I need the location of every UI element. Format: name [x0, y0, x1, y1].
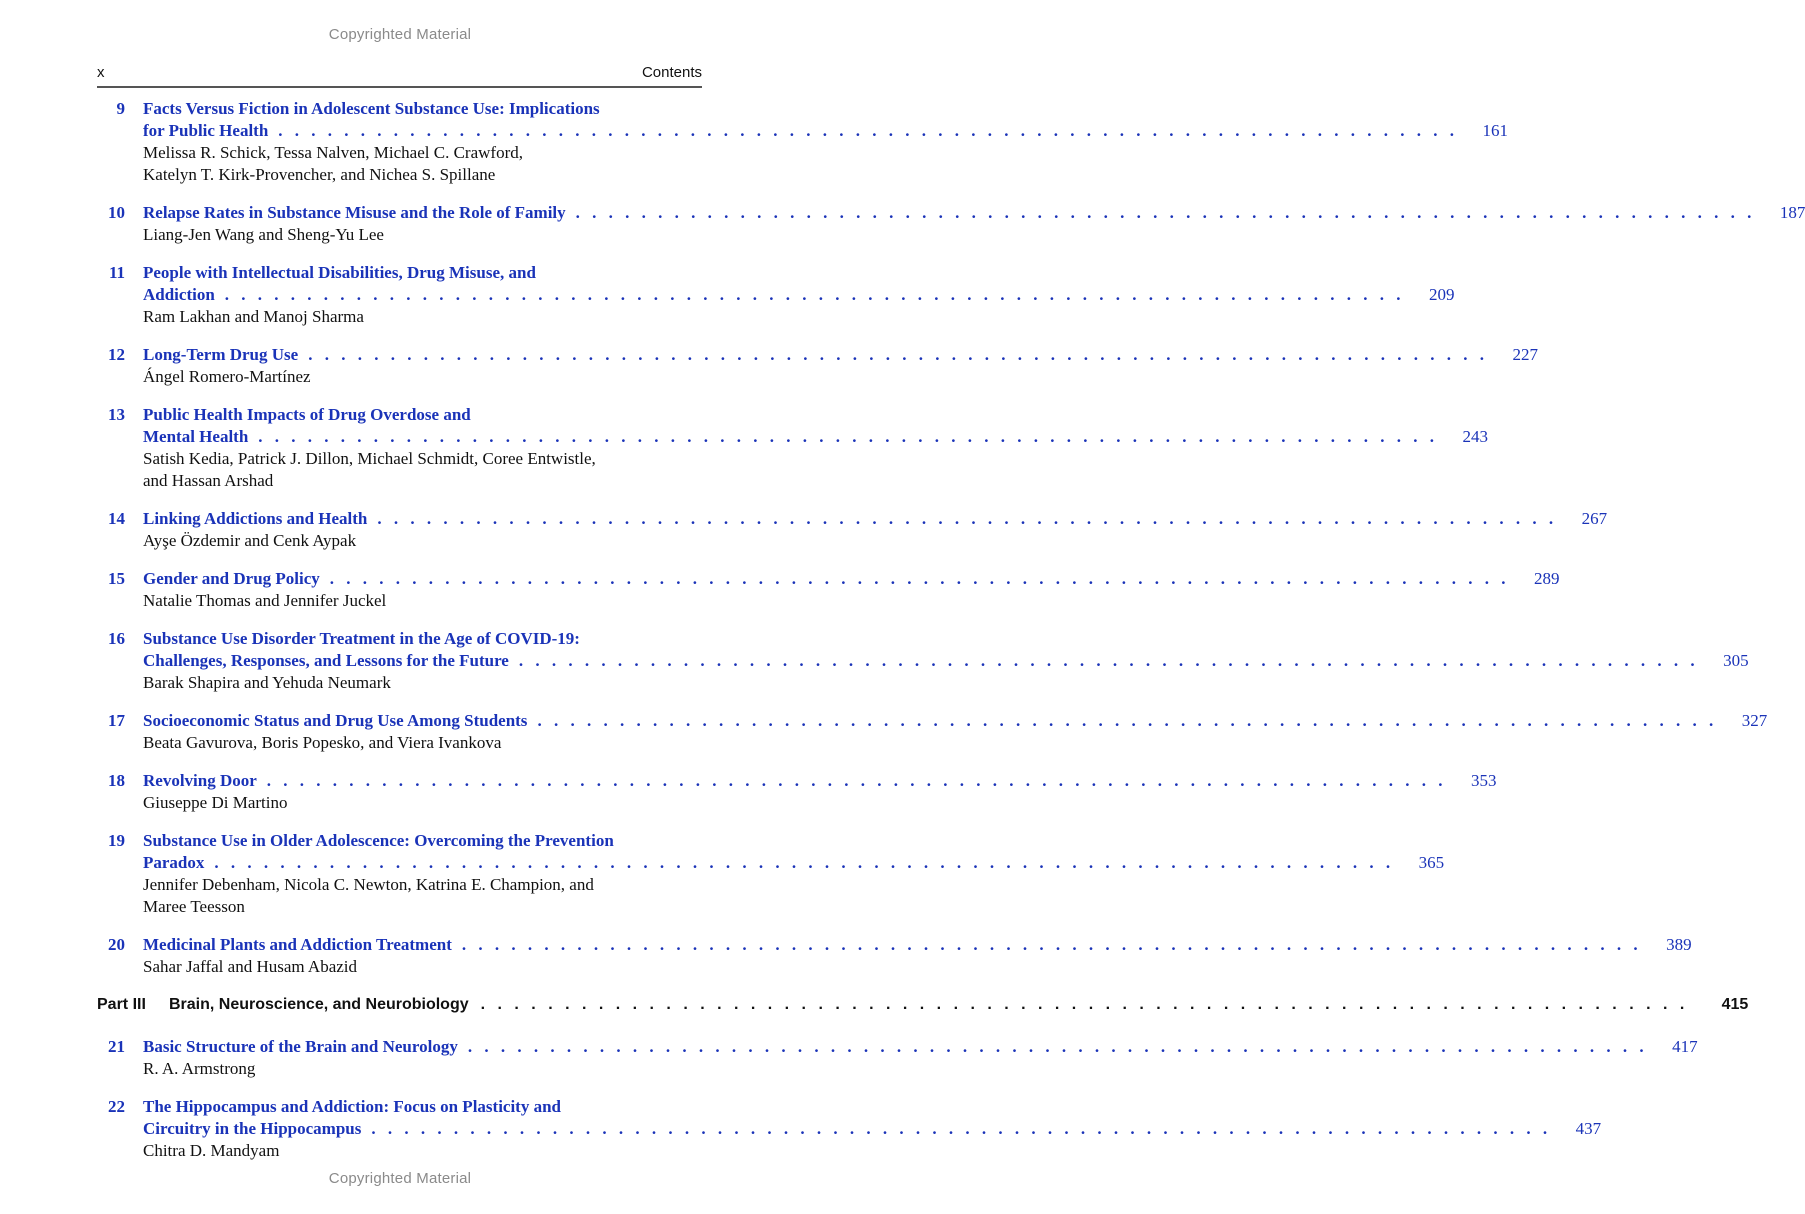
- chapter-title[interactable]: Challenges, Responses, and Lessons for the Future: [143, 651, 509, 670]
- chapter-title[interactable]: Relapse Rates in Substance Misuse and the Role of Family: [143, 203, 566, 222]
- chapter-page[interactable]: 187: [1779, 203, 1805, 222]
- chapter-title[interactable]: Socioeconomic Status and Drug Use Among Students: [143, 711, 528, 730]
- chapter-title[interactable]: Mental Health: [143, 427, 249, 446]
- chapter-authors: Giuseppe Di Martino: [143, 793, 288, 812]
- chapter-title-line[interactable]: Public Health Impacts of Drug Overdose and: [143, 405, 471, 424]
- part-title: Brain, Neuroscience, and Neurobiology: [169, 996, 469, 1013]
- leader-dots: . . . . . . . . . . . . . . . . . . . . . . . . . . . . . . . . . . . . . . . . . . . . . . . . . . . . . . . . . . . . . . . . . . . . . . . .: [266, 771, 1447, 790]
- toc-entry[interactable]: [97, 404, 1489, 492]
- chapter-number: 11: [108, 263, 125, 282]
- copyright-watermark-bottom: Copyrighted Material: [328, 1170, 472, 1187]
- part-label: Part III: [97, 996, 146, 1013]
- chapter-page[interactable]: 305: [1723, 651, 1749, 670]
- chapter-title-line[interactable]: Substance Use Disorder Treatment in the Age of COVID-19:: [143, 629, 580, 648]
- leader-dots: . . . . . . . . . . . . . . . . . . . . . . . . . . . . . . . . . . . . . . . . . . . . . . . . . . . . . . . . . . . . . . . . . . . . . . . .: [214, 853, 1395, 872]
- chapter-page[interactable]: 417: [1672, 1037, 1698, 1056]
- chapter-page[interactable]: 227: [1512, 345, 1538, 364]
- chapter-page[interactable]: 365: [1418, 853, 1445, 872]
- leader-dots: . . . . . . . . . . . . . . . . . . . . . . . . . . . . . . . . . . . . . . . . . . . . . . . . . . . . . . . . . . . . . . . . . . . . . . . .: [480, 996, 1689, 1013]
- chapter-number: 22: [108, 1097, 125, 1116]
- chapter-number: 17: [108, 711, 125, 730]
- part-heading[interactable]: [97, 994, 1749, 1016]
- toc-entry[interactable]: [97, 568, 1560, 612]
- chapter-page[interactable]: 267: [1581, 509, 1608, 528]
- chapter-authors: Chitra D. Mandyam: [143, 1141, 280, 1160]
- chapter-title-line[interactable]: The Hippocampus and Addiction: Focus on Plasticity and: [143, 1097, 562, 1116]
- chapter-authors: Katelyn T. Kirk-Provencher, and Nichea S. Spillane: [143, 165, 496, 184]
- page-number: x: [97, 64, 105, 81]
- chapter-authors: Jennifer Debenham, Nicola C. Newton, Katrina E. Champion, and: [143, 875, 594, 894]
- chapter-title-line[interactable]: Substance Use in Older Adolescence: Overcoming the Prevention: [143, 831, 614, 850]
- chapter-number: 20: [108, 935, 125, 954]
- chapter-title[interactable]: Medicinal Plants and Addiction Treatment: [143, 935, 452, 954]
- chapter-page[interactable]: 353: [1471, 771, 1497, 790]
- running-title: Contents: [641, 64, 702, 81]
- chapter-page[interactable]: 327: [1741, 711, 1768, 730]
- table-of-contents: [97, 98, 1805, 1178]
- chapter-authors: Satish Kedia, Patrick J. Dillon, Michael Schmidt, Coree Entwistle,: [143, 449, 596, 468]
- leader-dots: . . . . . . . . . . . . . . . . . . . . . . . . . . . . . . . . . . . . . . . . . . . . . . . . . . . . . . . . . . . . . . . . . . . . . . . .: [461, 935, 1642, 954]
- running-header: [97, 62, 702, 88]
- chapter-title-line[interactable]: Facts Versus Fiction in Adolescent Substance Use: Implications: [143, 99, 600, 118]
- chapter-title[interactable]: Basic Structure of the Brain and Neurology: [143, 1037, 458, 1056]
- leader-dots: . . . . . . . . . . . . . . . . . . . . . . . . . . . . . . . . . . . . . . . . . . . . . . . . . . . . . . . . . . . . . . . . . . . . . . . .: [377, 509, 1558, 528]
- chapter-authors: R. A. Armstrong: [143, 1059, 256, 1078]
- toc-entry[interactable]: [97, 344, 1538, 388]
- chapter-authors: Natalie Thomas and Jennifer Juckel: [143, 591, 387, 610]
- chapter-list: [97, 1036, 1698, 1162]
- chapter-title[interactable]: Addiction: [143, 285, 215, 304]
- chapter-number: 13: [108, 405, 125, 424]
- chapter-title[interactable]: Long-Term Drug Use: [143, 345, 299, 364]
- chapter-number: 21: [108, 1037, 125, 1056]
- toc-entry[interactable]: [97, 1096, 1602, 1162]
- chapter-authors: Ángel Romero-Martínez: [143, 367, 311, 386]
- chapter-number: 16: [108, 629, 125, 648]
- leader-dots: . . . . . . . . . . . . . . . . . . . . . . . . . . . . . . . . . . . . . . . . . . . . . . . . . . . . . . . . . . . . . . . . . . . . . . . .: [258, 427, 1439, 446]
- chapter-number: 19: [108, 831, 125, 850]
- leader-dots: . . . . . . . . . . . . . . . . . . . . . . . . . . . . . . . . . . . . . . . . . . . . . . . . . . . . . . . . . . . . . . . . . . . . . . . .: [518, 651, 1699, 670]
- toc-entry[interactable]: [97, 710, 1768, 754]
- chapter-authors: Liang-Jen Wang and Sheng-Yu Lee: [143, 225, 384, 244]
- chapter-title[interactable]: Gender and Drug Policy: [143, 569, 320, 588]
- copyright-watermark-top: Copyrighted Material: [328, 26, 472, 43]
- chapter-title[interactable]: Linking Addictions and Health: [143, 509, 368, 528]
- chapter-authors: Beata Gavurova, Boris Popesko, and Viera Ivankova: [143, 733, 502, 752]
- leader-dots: . . . . . . . . . . . . . . . . . . . . . . . . . . . . . . . . . . . . . . . . . . . . . . . . . . . . . . . . . . . . . . . . . . . . . . . .: [575, 203, 1756, 222]
- toc-entry[interactable]: [97, 628, 1749, 694]
- toc-entry[interactable]: [97, 98, 1509, 186]
- leader-dots: . . . . . . . . . . . . . . . . . . . . . . . . . . . . . . . . . . . . . . . . . . . . . . . . . . . . . . . . . . . . . . . . . . . . . . . .: [371, 1119, 1552, 1138]
- chapter-authors: Ram Lakhan and Manoj Sharma: [143, 307, 364, 326]
- chapter-number: 10: [108, 203, 125, 222]
- chapter-authors: Ayşe Özdemir and Cenk Aypak: [143, 531, 357, 550]
- part-page: 415: [1721, 996, 1749, 1013]
- chapter-page[interactable]: 209: [1429, 285, 1455, 304]
- chapter-page[interactable]: 389: [1666, 935, 1692, 954]
- chapter-page[interactable]: 243: [1462, 427, 1489, 446]
- chapter-number: 15: [108, 569, 125, 588]
- leader-dots: . . . . . . . . . . . . . . . . . . . . . . . . . . . . . . . . . . . . . . . . . . . . . . . . . . . . . . . . . . . . . . . . . . . . . . . .: [224, 285, 1405, 304]
- chapter-authors: Sahar Jaffal and Husam Abazid: [143, 957, 358, 976]
- chapter-number: 12: [108, 345, 125, 364]
- chapter-authors: and Hassan Arshad: [143, 471, 274, 490]
- chapter-title[interactable]: Circuitry in the Hippocampus: [143, 1119, 362, 1138]
- chapter-authors: Melissa R. Schick, Tessa Nalven, Michael C. Crawford,: [143, 143, 523, 162]
- toc-entry[interactable]: [97, 1036, 1698, 1080]
- chapter-title-line[interactable]: People with Intellectual Disabilities, Drug Misuse, and: [143, 263, 536, 282]
- chapter-title[interactable]: Revolving Door: [143, 771, 257, 790]
- leader-dots: . . . . . . . . . . . . . . . . . . . . . . . . . . . . . . . . . . . . . . . . . . . . . . . . . . . . . . . . . . . . . . . . . . . . . . . .: [308, 345, 1488, 364]
- chapter-page[interactable]: 437: [1575, 1119, 1602, 1138]
- toc-entry[interactable]: [97, 934, 1692, 978]
- leader-dots: . . . . . . . . . . . . . . . . . . . . . . . . . . . . . . . . . . . . . . . . . . . . . . . . . . . . . . . . . . . . . . . . . . . . . . . .: [467, 1037, 1648, 1056]
- chapter-number: 18: [108, 771, 125, 790]
- leader-dots: . . . . . . . . . . . . . . . . . . . . . . . . . . . . . . . . . . . . . . . . . . . . . . . . . . . . . . . . . . . . . . . . . . . . . . . .: [278, 121, 1459, 140]
- toc-entry[interactable]: [97, 202, 1805, 246]
- chapter-title[interactable]: for Public Health: [143, 121, 269, 140]
- chapter-page[interactable]: 289: [1534, 569, 1560, 588]
- chapter-authors: Maree Teesson: [143, 897, 245, 916]
- chapter-list: [97, 98, 1805, 978]
- chapter-number: 14: [108, 509, 125, 528]
- leader-dots: . . . . . . . . . . . . . . . . . . . . . . . . . . . . . . . . . . . . . . . . . . . . . . . . . . . . . . . . . . . . . . . . . . . . . . . .: [329, 569, 1510, 588]
- chapter-page[interactable]: 161: [1482, 121, 1509, 140]
- chapter-number: 9: [116, 99, 125, 118]
- chapter-title[interactable]: Paradox: [143, 853, 205, 872]
- toc-entry[interactable]: [97, 770, 1497, 814]
- toc-entry[interactable]: [97, 262, 1455, 328]
- leader-dots: . . . . . . . . . . . . . . . . . . . . . . . . . . . . . . . . . . . . . . . . . . . . . . . . . . . . . . . . . . . . . . . . . . . . . . . .: [537, 711, 1718, 730]
- chapter-authors: Barak Shapira and Yehuda Neumark: [143, 673, 391, 692]
- toc-entry[interactable]: [97, 508, 1608, 552]
- toc-entry[interactable]: [97, 830, 1445, 918]
